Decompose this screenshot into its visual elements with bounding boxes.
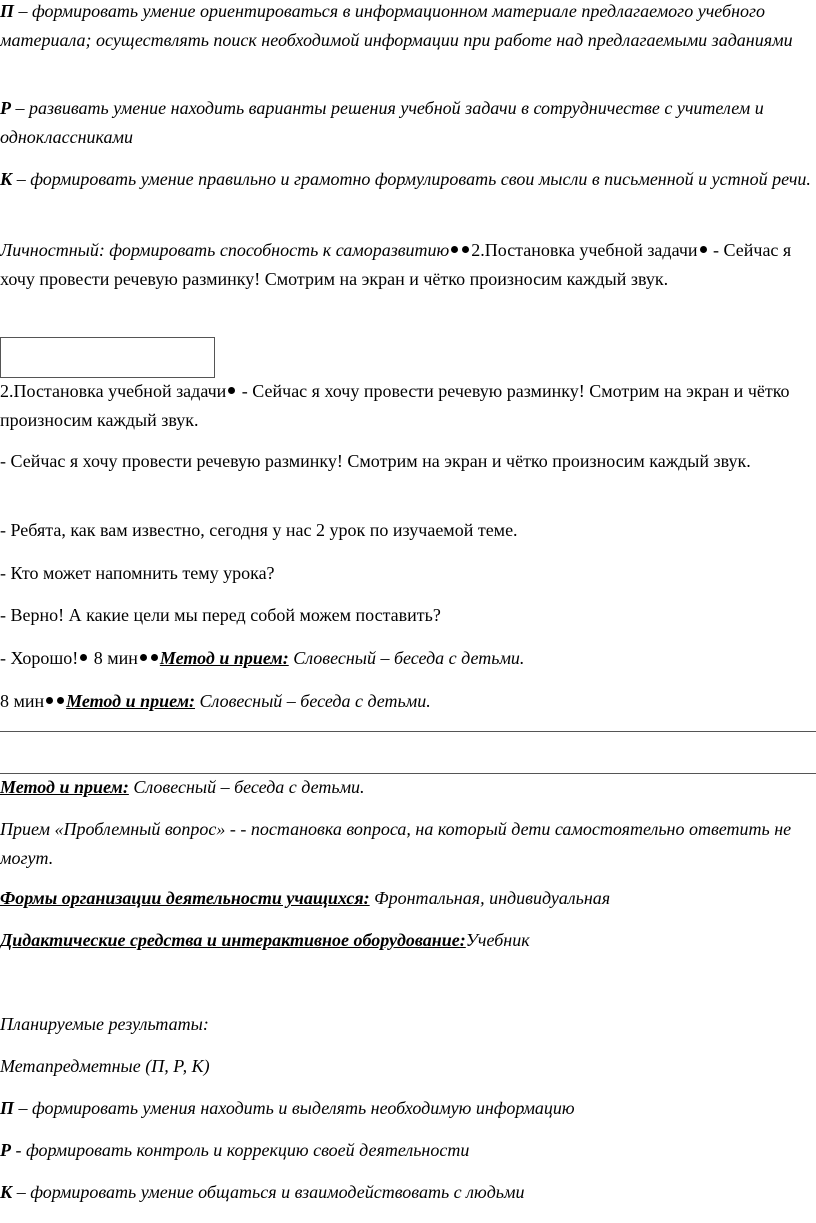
goal-p-text: – формировать умение ориентироваться в информационном материале предлагаемого учебного материала; осуществлять поиск необходимой информации при работе над предлагаемыми заданиями: [0, 1, 793, 50]
bullet-icon: [151, 654, 158, 661]
result-p-text: – формировать умения находить и выделять необходимую информацию: [14, 1098, 575, 1118]
method-time: 8 мин: [0, 691, 45, 711]
personal-speech: - Сейчас я хочу провести речевую разминку! Смотрим на экран и чётко произносим каждый звук.: [0, 240, 792, 289]
goal-k-text: – формировать умение правильно и грамотно формулировать свои мысли в письменной и устной речи.: [12, 169, 811, 189]
stage2-paragraph: [0, 377, 816, 435]
goal-r-marker: Р: [0, 98, 11, 118]
problem-question-paragraph: Прием «Проблемный вопрос» - - постановка вопроса, на который дети самостоятельно ответить не могут.: [0, 819, 792, 868]
personal-stage: 2.Постановка учебной задачи: [471, 240, 698, 260]
bullet-icon: [228, 387, 235, 394]
forms-value: Фронтальная, индивидуальная: [369, 888, 611, 908]
didactic-paragraph: [0, 926, 816, 955]
method-time-paragraph: [0, 687, 816, 716]
goal-r-text: – развивать умение находить варианты решения учебной задачи в сотрудничестве с учителем и одноклассниками: [0, 98, 764, 147]
dialogue-line-3: - Кто может напомнить тему урока?: [0, 563, 275, 583]
result-p-marker: П: [0, 1098, 15, 1118]
method-value: Словесный – беседа с детьми.: [195, 691, 431, 711]
result-r-text: - формировать контроль и коррекцию своей деятельности: [11, 1140, 470, 1160]
personal-label: Личностный: формировать способность к саморазвитию: [0, 240, 450, 260]
method-label: Метод и прием:: [159, 648, 289, 668]
dialogue-line-4: - Верно! А какие цели мы перед собой можем поставить?: [0, 605, 441, 625]
didactic-value: Учебник: [465, 930, 530, 950]
result-r-paragraph: [0, 1136, 816, 1165]
didactic-label: Дидактические средства и интерактивное оборудование:: [0, 930, 466, 950]
dialogue-good: - Хорошо!: [0, 648, 79, 668]
method-paragraph: [0, 773, 816, 802]
dialogue-line-1: - Сейчас я хочу провести речевую разминку! Смотрим на экран и чётко произносим каждый звук.: [0, 451, 751, 471]
bullet-icon: [700, 246, 707, 253]
goal-k-marker: К: [0, 169, 13, 189]
result-p-paragraph: [0, 1094, 816, 1123]
method-value: Словесный – беседа с детьми.: [288, 648, 525, 668]
goal-r-paragraph: [0, 94, 816, 152]
forms-label: Формы организации деятельности учащихся:: [0, 888, 370, 908]
result-k-marker: К: [0, 1182, 13, 1202]
bullet-icon: [57, 697, 64, 704]
empty-box: [0, 337, 215, 378]
goal-p-marker: П: [0, 1, 15, 21]
dialogue-time: 8 мин: [89, 648, 138, 668]
result-k-paragraph: [0, 1178, 816, 1207]
goal-p-paragraph: [0, 0, 816, 55]
results-title: Планируемые результаты:: [0, 1014, 209, 1034]
forms-paragraph: [0, 884, 816, 913]
bullet-icon: [46, 697, 53, 704]
stage2-title: 2.Постановка учебной задачи: [0, 381, 227, 401]
bullet-icon: [451, 246, 458, 253]
method-value: Словесный – беседа с детьми.: [128, 777, 365, 797]
bullet-icon: [80, 654, 87, 661]
divider: [0, 731, 816, 732]
bullet-icon: [462, 246, 469, 253]
method-label: Метод и прием:: [0, 777, 129, 797]
results-meta: Метапредметные (П, Р, К): [0, 1056, 210, 1076]
result-r-marker: Р: [0, 1140, 11, 1160]
stage2-speech: - Сейчас я хочу провести речевую разминку! Смотрим на экран и чётко произносим каждый звук.: [0, 381, 790, 430]
bullet-icon: [140, 654, 147, 661]
method-label: Метод и прием:: [66, 691, 196, 711]
personal-paragraph: [0, 236, 816, 294]
result-k-text: – формировать умение общаться и взаимодействовать с людьми: [12, 1182, 525, 1202]
goal-k-paragraph: [0, 165, 816, 194]
dialogue-line-5: [0, 644, 816, 673]
dialogue-line-2: - Ребята, как вам известно, сегодня у нас 2 урок по изучаемой теме.: [0, 520, 518, 540]
